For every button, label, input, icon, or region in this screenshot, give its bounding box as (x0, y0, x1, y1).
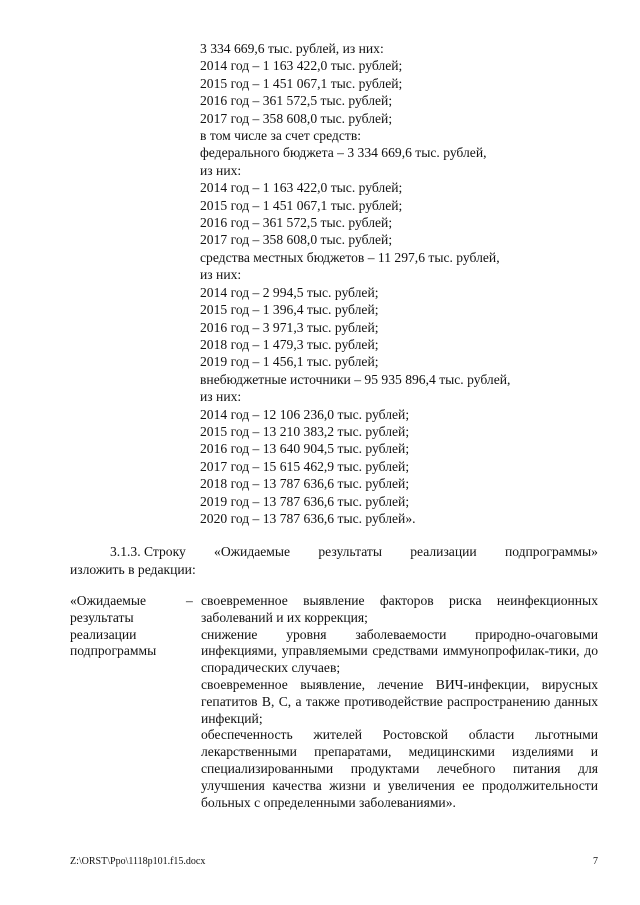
funding-line: 2017 год – 15 615 462,9 тыс. рублей; (200, 458, 410, 474)
section-word: результаты (318, 544, 382, 559)
result-item: снижение уровня заболеваемости природно-очаговыми инфекциями, управляемыми средствами иммунопрофилак-тики, до спорадических случаев; (201, 626, 598, 676)
table-label-line: «Ожидаемые (70, 593, 147, 608)
funding-line: средства местных бюджетов – 11 297,6 тыс. рублей, (200, 249, 500, 265)
page-number: 7 (593, 856, 598, 867)
funding-line: из них: (200, 162, 242, 178)
section-word: реализации (410, 544, 477, 559)
funding-line: 3 334 669,6 тыс. рублей, из них: (200, 41, 384, 56)
result-item: обеспеченность жителей Ростовской области льготными лекарственными препаратами, медицинскими изделиями и специализированными продуктами лечебного питания для улучшения качества жизни и увеличения ее продолжительности больных с определенными заболеваниями». (201, 727, 598, 810)
table-label-line: реализации (70, 626, 137, 642)
funding-line: в том числе за счет средств: (200, 128, 362, 144)
funding-line: 2016 год – 3 971,3 тыс. рублей; (200, 319, 379, 335)
funding-line: 2016 год – 361 572,5 тыс. рублей; (200, 93, 393, 109)
section-word: подпрограммы» (504, 544, 598, 559)
funding-line: 2014 год – 2 994,5 тыс. рублей; (200, 284, 379, 300)
funding-line: 2016 год – 361 572,5 тыс. рублей; (200, 215, 393, 231)
funding-line: 2015 год – 1 451 067,1 тыс. рублей; (200, 197, 403, 213)
section-word: «Ожидаемые (214, 544, 291, 559)
funding-line: 2019 год – 13 787 636,6 тыс. рублей; (200, 493, 410, 509)
section-paragraph (70, 543, 598, 579)
section-word: 3.1.3. Строку (110, 544, 186, 559)
funding-line: 2015 год – 1 396,4 тыс. рублей; (200, 302, 379, 318)
table-dash: – (186, 593, 193, 608)
funding-line: 2015 год – 13 210 383,2 тыс. рублей; (200, 423, 410, 439)
funding-line: 2019 год – 1 456,1 тыс. рублей; (200, 354, 379, 370)
table-content-cell (201, 593, 598, 811)
funding-line: 2017 год – 358 608,0 тыс. рублей; (200, 110, 393, 126)
funding-line: 2018 год – 13 787 636,6 тыс. рублей; (200, 476, 410, 492)
funding-line: 2017 год – 358 608,0 тыс. рублей; (200, 232, 393, 248)
funding-line: из них: (200, 267, 242, 283)
funding-line: 2014 год – 1 163 422,0 тыс. рублей; (200, 58, 403, 74)
table-label-line: результаты (70, 609, 134, 625)
funding-line: 2016 год – 13 640 904,5 тыс. рублей; (200, 441, 410, 457)
result-item: своевременное выявление факторов риска неинфекционных заболеваний и их коррекция; (201, 593, 598, 625)
funding-line: из них: (200, 389, 242, 405)
funding-line: 2015 год – 1 451 067,1 тыс. рублей; (200, 75, 403, 91)
file-path: Z:\ORST\Ppo\1118p101.f15.docx (70, 856, 206, 867)
funding-block (200, 40, 620, 527)
section-instruction: изложить в редакции: (70, 562, 196, 577)
funding-line: внебюджетные источники – 95 935 896,4 тыс. рублей, (200, 371, 511, 387)
funding-line: федерального бюджета – 3 334 669,6 тыс. рублей, (200, 145, 487, 161)
funding-line: 2018 год – 1 479,3 тыс. рублей; (200, 336, 379, 352)
table-label-cell (70, 593, 170, 660)
table-label-line: подпрограммы (70, 643, 157, 659)
section-heading-line (70, 543, 598, 561)
result-item: своевременное выявление, лечение ВИЧ-инфекции, вирусных гепатитов В, С, а также противодействие распространению данных инфекций; (201, 676, 598, 726)
funding-line: 2014 год – 12 106 236,0 тыс. рублей; (200, 406, 410, 422)
funding-line: 2020 год – 13 787 636,6 тыс. рублей». (200, 510, 416, 526)
page-footer (70, 856, 598, 867)
funding-line: 2014 год – 1 163 422,0 тыс. рублей; (200, 180, 403, 196)
